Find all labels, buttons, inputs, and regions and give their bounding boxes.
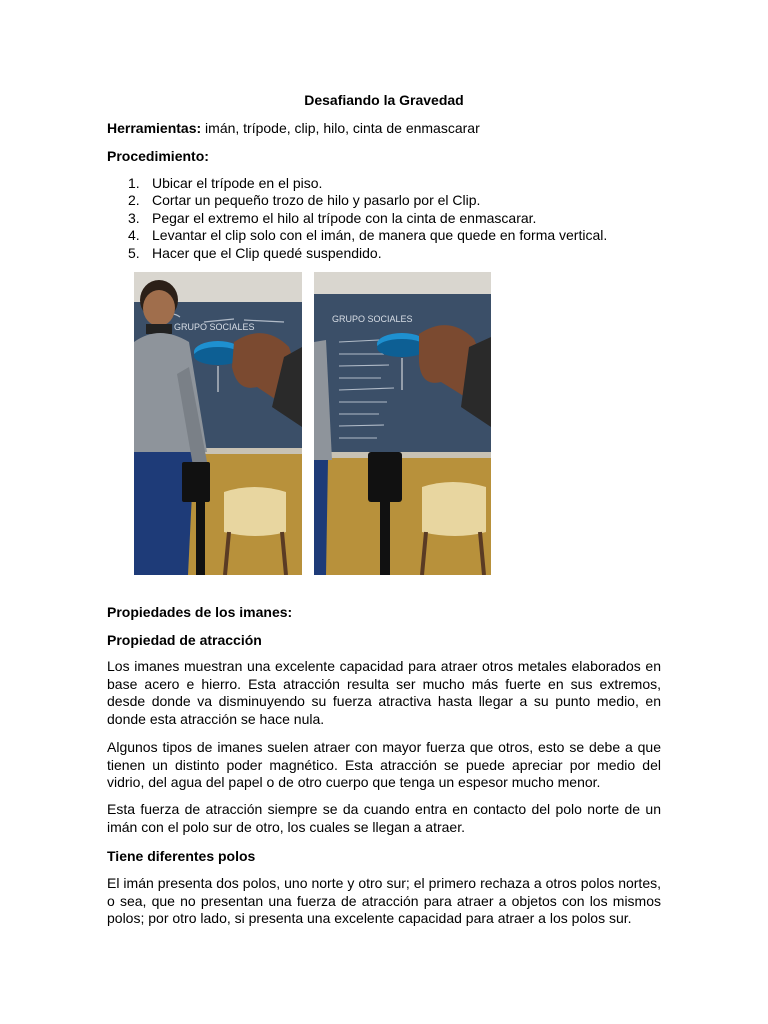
list-item xyxy=(107,192,607,209)
atraccion-heading: Propiedad de atracción xyxy=(107,632,262,648)
step-text: Levantar el clip solo con el imán, de manera que quede en forma vertical. xyxy=(152,227,608,244)
procedimiento-label: Procedimiento xyxy=(107,148,205,164)
procedure-steps-list xyxy=(107,175,607,262)
step-number: 2. xyxy=(128,192,140,209)
step-text: Ubicar el trípode en el piso. xyxy=(152,175,323,191)
board-writing: GRUPO SOCIALES xyxy=(332,314,413,324)
board-writing: GRUPO SOCIALES xyxy=(174,322,255,332)
step-number: 4. xyxy=(128,227,140,244)
step-number: 5. xyxy=(128,244,140,261)
document-title: Desafiando la Gravedad xyxy=(304,92,464,108)
atraccion-paragraph-3: Esta fuerza de atracción siempre se da cuando entra en contacto del polo norte de un imán con el polo sur de otro, los cuales se llegan a atraer. xyxy=(107,801,661,835)
atraccion-paragraph-2: Algunos tipos de imanes suelen atraer con mayor fuerza que otros, esto se debe a que tienen un distinto poder magnético. Esta atracción se puede apreciar por medio del vidrio, del agua del papel o de otro cuerpo que tenga un espesor mucho menor. xyxy=(107,739,661,791)
list-item xyxy=(107,210,607,227)
polos-paragraph-1: El imán presenta dos polos, uno norte y otro sur; el primero rechaza a otros polos nortes, o sea, que no presentan una fuerza de atracción para atraer a objetos con los mismos polos; por otro lado, si presenta una excelente capacidad para atraer a los polos sur. xyxy=(107,875,661,927)
step-number: 1. xyxy=(128,175,140,191)
list-item xyxy=(107,245,607,262)
step-text: Hacer que el Clip quedé suspendido. xyxy=(152,244,382,261)
step-text: Pegar el extremo el hilo al trípode con la cinta de enmascarar. xyxy=(152,209,537,226)
experiment-photo-2 xyxy=(314,272,491,575)
step-text: Cortar un pequeño trozo de hilo y pasarlo por el Clip. xyxy=(152,192,481,209)
herramientas-line xyxy=(107,119,480,137)
herramientas-label: Herramientas: xyxy=(107,120,202,136)
step-number: 3. xyxy=(128,209,140,226)
list-item xyxy=(107,227,607,244)
propiedades-colon: : xyxy=(287,604,293,620)
propiedades-label: Propiedades de los imanes xyxy=(107,604,288,620)
list-item xyxy=(107,175,607,192)
herramientas-text: imán, trípode, clip, hilo, cinta de enmascarar xyxy=(201,120,480,136)
procedimiento-heading xyxy=(107,147,209,165)
procedimiento-colon: : xyxy=(204,148,209,164)
propiedades-heading xyxy=(107,603,292,621)
atraccion-paragraph-1: Los imanes muestran una excelente capacidad para atraer otros metales elaborados en base acero e hierro. Esta atracción resulta ser mucho más fuerte en sus extremos, desde donde va disminuyendo su fuerza atractiva hasta llegar a su punto medio, en donde esta atracción se hace nula. xyxy=(107,658,661,727)
experiment-photo-1 xyxy=(134,272,302,575)
polos-heading: Tiene diferentes polos xyxy=(107,848,256,864)
